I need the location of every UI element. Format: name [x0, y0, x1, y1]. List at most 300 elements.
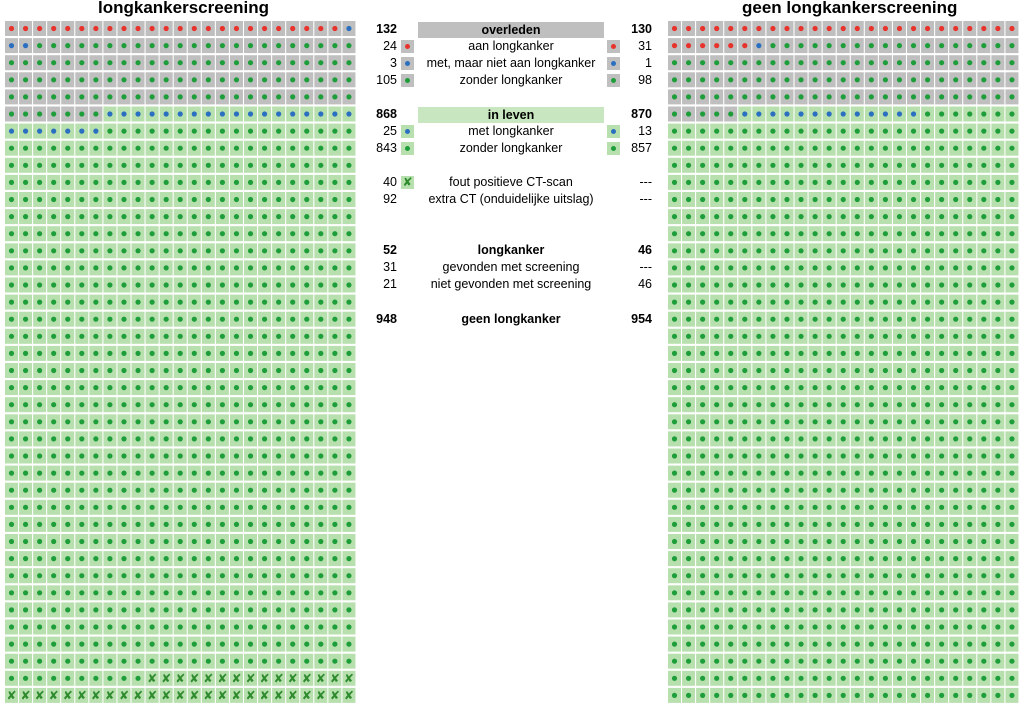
- green-dot: [9, 197, 14, 202]
- green-dot: [318, 556, 323, 561]
- green-dot: [206, 659, 211, 664]
- green-dot: [939, 317, 944, 322]
- green-dot: [953, 419, 958, 424]
- green-dot: [756, 265, 761, 270]
- green-dot: [981, 129, 986, 134]
- green-dot: [756, 146, 761, 151]
- green-dot: [276, 77, 281, 82]
- blue-dot: [332, 111, 337, 116]
- green-dot: [925, 471, 930, 476]
- green-dot: [798, 402, 803, 407]
- green-dot: [827, 471, 832, 476]
- green-dot: [995, 402, 1000, 407]
- green-dot: [332, 265, 337, 270]
- green-dot: [93, 180, 98, 185]
- green-dot: [742, 590, 747, 595]
- green-dot: [911, 573, 916, 578]
- green-dot: [798, 419, 803, 424]
- green-dot: [841, 607, 846, 612]
- green-dot: [234, 436, 239, 441]
- green-dot: [756, 231, 761, 236]
- green-dot: [686, 351, 691, 356]
- green-dot: [93, 676, 98, 681]
- green-dot: [686, 129, 691, 134]
- green-dot: [9, 539, 14, 544]
- green-dot: [65, 351, 70, 356]
- green-dot: [953, 300, 958, 305]
- green-dot: [9, 300, 14, 305]
- green-dot: [248, 659, 253, 664]
- green-dot: [1009, 453, 1014, 458]
- green-dot: [672, 505, 677, 510]
- green-dot: [262, 334, 267, 339]
- green-dot: [742, 505, 747, 510]
- green-dot: [756, 351, 761, 356]
- legend-marker: [401, 125, 414, 138]
- green-dot: [79, 265, 84, 270]
- green-dot: [37, 197, 42, 202]
- green-dot: [121, 556, 126, 561]
- green-dot: [953, 522, 958, 527]
- green-dot: [700, 642, 705, 647]
- green-dot: [798, 351, 803, 356]
- green-dot: [672, 300, 677, 305]
- green-dot: [925, 317, 930, 322]
- green-dot: [911, 676, 916, 681]
- green-dot: [332, 282, 337, 287]
- green-dot: [276, 573, 281, 578]
- false-positive-mark: ✘: [315, 688, 326, 703]
- green-dot: [135, 248, 140, 253]
- green-dot: [23, 231, 28, 236]
- green-dot: [798, 214, 803, 219]
- green-dot: [728, 282, 733, 287]
- green-dot: [332, 129, 337, 134]
- green-dot: [841, 351, 846, 356]
- green-dot: [995, 385, 1000, 390]
- green-dot: [346, 248, 351, 253]
- green-dot: [65, 453, 70, 458]
- green-dot: [714, 214, 719, 219]
- green-dot: [262, 282, 267, 287]
- green-dot: [107, 402, 112, 407]
- green-dot: [206, 77, 211, 82]
- green-dot: [304, 248, 309, 253]
- green-dot: [742, 248, 747, 253]
- green-dot: [700, 368, 705, 373]
- green-dot: [911, 214, 916, 219]
- green-dot: [925, 300, 930, 305]
- green-dot: [925, 180, 930, 185]
- green-dot: [672, 60, 677, 65]
- green-dot: [1009, 573, 1014, 578]
- green-dot: [967, 505, 972, 510]
- green-dot: [164, 556, 169, 561]
- green-dot: [332, 77, 337, 82]
- green-dot: [262, 163, 267, 168]
- green-dot: [93, 146, 98, 151]
- legend-marker: [401, 176, 414, 189]
- green-dot: [813, 453, 818, 458]
- green-dot: [911, 334, 916, 339]
- green-dot: [883, 197, 888, 202]
- green-dot: [798, 607, 803, 612]
- green-dot: [79, 368, 84, 373]
- green-dot: [332, 590, 337, 595]
- green-dot: [770, 539, 775, 544]
- green-dot: [953, 607, 958, 612]
- green-dot: [51, 248, 56, 253]
- green-dot: [911, 642, 916, 647]
- green-dot: [93, 505, 98, 510]
- green-dot: [981, 180, 986, 185]
- blue-dot: [23, 43, 28, 48]
- green-dot: [686, 300, 691, 305]
- green-dot: [967, 282, 972, 287]
- green-dot: [290, 43, 295, 48]
- green-dot: [107, 573, 112, 578]
- green-dot: [756, 642, 761, 647]
- green-dot: [939, 265, 944, 270]
- green-dot: [332, 43, 337, 48]
- green-dot: [150, 624, 155, 629]
- green-dot: [107, 197, 112, 202]
- green-dot: [798, 385, 803, 390]
- green-dot: [276, 197, 281, 202]
- right-title: geen longkankerscreening: [742, 0, 958, 17]
- green-dot: [332, 231, 337, 236]
- red-dot: [234, 26, 239, 31]
- green-dot: [756, 163, 761, 168]
- green-dot: [897, 419, 902, 424]
- green-dot: [262, 129, 267, 134]
- green-dot: [700, 214, 705, 219]
- green-dot: [728, 624, 733, 629]
- green-dot: [93, 488, 98, 493]
- green-dot: [121, 607, 126, 612]
- green-dot: [220, 77, 225, 82]
- green-dot: [1009, 642, 1014, 647]
- green-dot: [262, 505, 267, 510]
- green-dot: [813, 436, 818, 441]
- green-dot: [700, 624, 705, 629]
- green-dot: [953, 265, 958, 270]
- green-dot: [869, 334, 874, 339]
- green-dot: [318, 43, 323, 48]
- legend-marker: [401, 57, 414, 70]
- green-dot: [784, 163, 789, 168]
- green-dot: [911, 163, 916, 168]
- green-dot: [700, 556, 705, 561]
- green-dot: [276, 180, 281, 185]
- green-dot: [107, 676, 112, 681]
- green-dot: [276, 334, 281, 339]
- green-dot: [290, 453, 295, 458]
- green-dot: [798, 231, 803, 236]
- green-dot: [911, 505, 916, 510]
- blue-dot: [51, 129, 56, 134]
- green-dot: [967, 43, 972, 48]
- red-dot: [939, 26, 944, 31]
- green-dot: [700, 248, 705, 253]
- green-dot: [121, 539, 126, 544]
- green-dot: [346, 282, 351, 287]
- green-dot: [798, 436, 803, 441]
- green-dot: [164, 265, 169, 270]
- green-dot: [981, 231, 986, 236]
- green-dot: [178, 317, 183, 322]
- green-dot: [827, 488, 832, 493]
- green-dot: [1009, 676, 1014, 681]
- green-dot: [784, 522, 789, 527]
- green-dot: [784, 231, 789, 236]
- green-dot: [178, 419, 183, 424]
- green-dot: [192, 60, 197, 65]
- green-dot: [672, 471, 677, 476]
- green-dot: [37, 214, 42, 219]
- green-dot: [700, 539, 705, 544]
- green-dot: [855, 129, 860, 134]
- green-dot: [700, 436, 705, 441]
- green-dot: [220, 60, 225, 65]
- green-dot: [346, 556, 351, 561]
- green-dot: [925, 659, 930, 664]
- red-dot: [135, 26, 140, 31]
- green-dot: [672, 522, 677, 527]
- green-dot: [728, 676, 733, 681]
- green-dot: [276, 385, 281, 390]
- red-dot: [9, 26, 14, 31]
- green-dot: [700, 300, 705, 305]
- section-header: in leven: [418, 107, 604, 123]
- green-dot: [841, 77, 846, 82]
- green-dot: [939, 94, 944, 99]
- green-dot: [756, 436, 761, 441]
- green-dot: [686, 522, 691, 527]
- green-dot: [995, 539, 1000, 544]
- green-dot: [742, 471, 747, 476]
- green-dot: [784, 693, 789, 698]
- green-dot: [192, 129, 197, 134]
- green-dot: [770, 300, 775, 305]
- green-dot: [192, 282, 197, 287]
- green-dot: [276, 556, 281, 561]
- green-dot: [700, 146, 705, 151]
- green-dot: [784, 265, 789, 270]
- green-dot: [784, 94, 789, 99]
- blue-dot: [150, 111, 155, 116]
- green-dot: [939, 624, 944, 629]
- green-dot: [728, 488, 733, 493]
- green-dot: [728, 368, 733, 373]
- green-dot: [925, 265, 930, 270]
- green-dot: [827, 317, 832, 322]
- blue-dot: [206, 111, 211, 116]
- green-dot: [883, 265, 888, 270]
- green-dot: [813, 60, 818, 65]
- green-dot: [51, 505, 56, 510]
- green-dot: [150, 334, 155, 339]
- green-dot: [897, 556, 902, 561]
- green-dot: [672, 129, 677, 134]
- green-dot: [150, 231, 155, 236]
- green-dot: [262, 402, 267, 407]
- right-value: 46: [638, 277, 652, 291]
- green-dot: [714, 419, 719, 424]
- green-dot: [318, 334, 323, 339]
- green-dot: [164, 642, 169, 647]
- green-dot: [728, 214, 733, 219]
- green-dot: [79, 624, 84, 629]
- green-dot: [51, 573, 56, 578]
- green-dot: [827, 43, 832, 48]
- green-dot: [304, 317, 309, 322]
- green-dot: [346, 436, 351, 441]
- green-dot: [981, 43, 986, 48]
- green-dot: [346, 300, 351, 305]
- green-dot: [841, 300, 846, 305]
- green-dot: [79, 522, 84, 527]
- green-dot: [756, 334, 761, 339]
- green-dot: [276, 539, 281, 544]
- green-dot: [911, 436, 916, 441]
- green-dot: [150, 317, 155, 322]
- green-dot: [784, 642, 789, 647]
- green-dot: [981, 539, 986, 544]
- green-dot: [855, 146, 860, 151]
- green-dot: [37, 43, 42, 48]
- green-dot: [686, 265, 691, 270]
- green-dot: [925, 488, 930, 493]
- green-dot: [150, 436, 155, 441]
- green-dot: [770, 436, 775, 441]
- green-dot: [37, 471, 42, 476]
- green-dot: [346, 43, 351, 48]
- green-dot: [9, 471, 14, 476]
- red-dot: [23, 26, 28, 31]
- green-dot: [9, 111, 14, 116]
- green-dot: [23, 453, 28, 458]
- green-dot: [784, 129, 789, 134]
- green-dot: [304, 231, 309, 236]
- green-dot: [206, 163, 211, 168]
- green-dot: [276, 265, 281, 270]
- green-dot: [784, 43, 789, 48]
- green-dot: [883, 129, 888, 134]
- green-dot: [939, 676, 944, 681]
- green-dot: [290, 659, 295, 664]
- green-dot: [304, 163, 309, 168]
- green-dot: [953, 231, 958, 236]
- green-dot: [248, 248, 253, 253]
- green-dot: [686, 505, 691, 510]
- green-dot: [65, 419, 70, 424]
- green-dot: [714, 334, 719, 339]
- red-dot: [220, 26, 225, 31]
- red-dot: [911, 26, 916, 31]
- green-dot: [150, 163, 155, 168]
- green-dot: [672, 265, 677, 270]
- green-dot: [911, 129, 916, 134]
- green-dot: [953, 471, 958, 476]
- green-dot: [742, 129, 747, 134]
- green-dot: [93, 77, 98, 82]
- green-dot: [939, 60, 944, 65]
- green-dot: [79, 317, 84, 322]
- green-dot: [107, 642, 112, 647]
- green-dot: [332, 522, 337, 527]
- green-dot: [714, 94, 719, 99]
- green-dot: [178, 453, 183, 458]
- green-dot: [967, 385, 972, 390]
- green-dot: [855, 676, 860, 681]
- green-dot: [107, 385, 112, 390]
- green-dot: [995, 693, 1000, 698]
- green-dot: [107, 180, 112, 185]
- green-dot: [332, 607, 337, 612]
- green-dot: [995, 659, 1000, 664]
- green-dot: [65, 60, 70, 65]
- green-dot: [276, 522, 281, 527]
- green-dot: [700, 163, 705, 168]
- green-dot: [770, 231, 775, 236]
- green-dot: [841, 556, 846, 561]
- green-dot: [304, 556, 309, 561]
- green-dot: [714, 197, 719, 202]
- green-dot: [953, 539, 958, 544]
- green-dot: [841, 471, 846, 476]
- green-dot: [981, 146, 986, 151]
- green-dot: [248, 231, 253, 236]
- green-dot: [714, 180, 719, 185]
- red-dot-icon: [611, 44, 616, 49]
- green-dot: [220, 351, 225, 356]
- green-dot: [23, 248, 28, 253]
- green-dot: [770, 163, 775, 168]
- green-dot: [262, 180, 267, 185]
- green-dot: [248, 453, 253, 458]
- green-dot: [51, 642, 56, 647]
- green-dot: [9, 436, 14, 441]
- green-dot: [318, 659, 323, 664]
- green-dot: [135, 317, 140, 322]
- green-dot: [220, 300, 225, 305]
- green-dot: [23, 556, 28, 561]
- green-dot: [686, 146, 691, 151]
- green-dot: [332, 573, 337, 578]
- blue-dot: [784, 111, 789, 116]
- green-dot: [967, 590, 972, 595]
- green-dot: [855, 522, 860, 527]
- green-dot: [911, 300, 916, 305]
- green-dot: [234, 231, 239, 236]
- green-dot: [79, 573, 84, 578]
- green-dot: [911, 590, 916, 595]
- green-dot: [784, 248, 789, 253]
- green-dot: [939, 231, 944, 236]
- green-dot: [276, 214, 281, 219]
- green-dot: [813, 351, 818, 356]
- green-dot: [869, 60, 874, 65]
- green-dot: [121, 214, 126, 219]
- green-dot: [686, 111, 691, 116]
- green-dot: [939, 402, 944, 407]
- green-dot: [995, 146, 1000, 151]
- left-value: 24: [383, 39, 397, 53]
- green-dot: [700, 111, 705, 116]
- green-dot: [121, 368, 126, 373]
- green-dot: [93, 163, 98, 168]
